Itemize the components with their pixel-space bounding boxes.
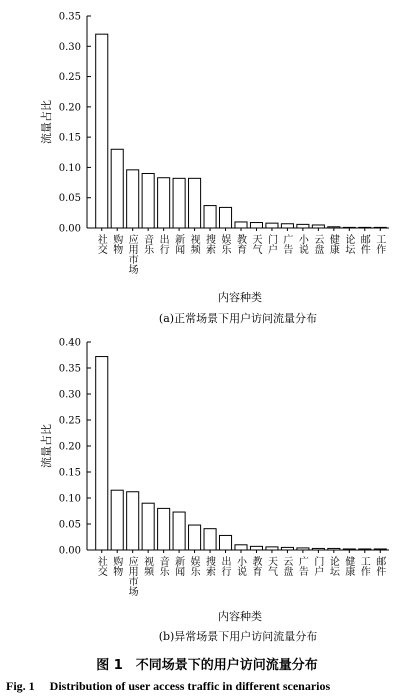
chart-panel-a	[39, 12, 389, 326]
y-tick-label: 0.15	[58, 132, 81, 144]
bar-广告	[297, 548, 309, 550]
bar-天气	[266, 547, 278, 550]
bar-娱乐	[189, 525, 201, 550]
x-tick-label: 广告	[283, 235, 294, 256]
x-tick-label: 门户	[267, 235, 278, 256]
y-tick-label: 0.35	[58, 11, 81, 23]
bar-门户	[312, 548, 324, 550]
x-tick-label: 搜索	[206, 235, 217, 256]
bar-天气	[250, 223, 262, 228]
bar-音乐	[142, 173, 154, 228]
x-tick-label: 音乐	[144, 235, 155, 256]
bar-社交	[96, 34, 108, 228]
y-tick-label: 0.10	[58, 493, 81, 505]
bar-出行	[158, 178, 170, 228]
x-tick-label: 教育	[237, 235, 247, 256]
subplot-caption: (b)异常场景下用户访问流量分布	[158, 630, 318, 643]
x-tick-label: 工作	[376, 235, 387, 256]
bar-视频	[189, 178, 201, 228]
figure-caption-en: Fig. 1 Distribution of user access traffic in different scenarios	[6, 679, 331, 693]
x-tick-label: 社交	[97, 557, 108, 578]
x-tick-label: 邮件	[376, 557, 387, 578]
x-tick-label: 音乐	[159, 557, 170, 578]
x-tick-label: 邮件	[360, 235, 371, 256]
chart-panel-b	[39, 338, 389, 644]
x-tick-label: 小说	[237, 557, 247, 578]
bar-小说	[235, 545, 247, 550]
bar-健康	[328, 227, 340, 228]
x-tick-label: 小说	[298, 235, 309, 256]
y-tick-label: 0.20	[58, 441, 81, 453]
x-tick-label: 娱乐	[190, 557, 201, 578]
x-axis-title: 内容种类	[218, 610, 262, 623]
y-tick-label: 0.25	[58, 415, 81, 427]
bar-云盘	[281, 547, 293, 550]
x-tick-label: 应用市场	[128, 557, 139, 598]
x-tick-label: 社交	[97, 235, 108, 256]
bar-工作	[359, 549, 371, 550]
bar-应用市场	[127, 170, 139, 228]
y-tick-label: 0.35	[58, 363, 81, 375]
bar-门户	[266, 223, 278, 228]
bar-购物	[111, 149, 123, 228]
x-tick-label: 云盘	[283, 557, 294, 578]
bar-搜索	[204, 529, 216, 550]
bar-邮件	[374, 549, 386, 550]
bar-论坛	[328, 548, 340, 550]
y-tick-label: 0.20	[58, 102, 81, 114]
bar-应用市场	[127, 492, 139, 550]
bar-广告	[281, 224, 293, 228]
x-tick-label: 出行	[159, 235, 170, 256]
x-tick-label: 视频	[190, 235, 201, 256]
x-tick-label: 搜索	[206, 557, 217, 578]
subplot-caption: (a)正常场景下用户访问流量分布	[158, 312, 318, 325]
x-tick-label: 购物	[113, 235, 124, 256]
x-tick-label: 教育	[252, 557, 263, 578]
bar-小说	[297, 224, 309, 228]
x-tick-label: 出行	[221, 557, 232, 578]
y-tick-label: 0.05	[58, 193, 81, 205]
bar-购物	[111, 490, 123, 550]
bar-论坛	[343, 227, 355, 228]
x-tick-label: 云盘	[314, 235, 325, 256]
bar-出行	[219, 535, 231, 550]
bar-云盘	[312, 225, 324, 228]
x-tick-label: 健康	[345, 557, 356, 578]
x-tick-label: 论坛	[345, 235, 356, 256]
x-axis-title: 内容种类	[218, 291, 262, 304]
x-tick-label: 购物	[113, 557, 124, 578]
y-axis-title: 流量占比	[40, 100, 53, 144]
x-tick-label: 应用市场	[128, 235, 139, 276]
x-tick-label: 门户	[314, 557, 325, 578]
x-tick-label: 论坛	[329, 557, 340, 578]
x-tick-label: 新闻	[175, 557, 186, 578]
y-tick-label: 0.15	[58, 467, 81, 479]
bar-健康	[343, 549, 355, 550]
x-tick-label: 健康	[329, 235, 340, 256]
bar-搜索	[204, 206, 216, 228]
bar-视频	[142, 503, 154, 550]
y-tick-label: 0.10	[58, 162, 81, 174]
bar-新闻	[173, 512, 185, 550]
x-tick-label: 娱乐	[221, 235, 232, 256]
y-axis-title: 流量占比	[40, 424, 53, 468]
x-tick-label: 视频	[144, 557, 155, 578]
x-tick-label: 新闻	[175, 235, 186, 256]
bar-教育	[250, 546, 262, 550]
bar-音乐	[158, 508, 170, 550]
y-tick-label: 0.30	[58, 41, 81, 53]
y-tick-label: 0.25	[58, 72, 81, 84]
x-tick-label: 广告	[298, 557, 309, 578]
bar-工作	[374, 227, 386, 228]
x-tick-label: 工作	[360, 557, 371, 578]
y-tick-label: 0.30	[58, 389, 81, 401]
bar-娱乐	[219, 207, 231, 228]
bar-邮件	[359, 227, 371, 228]
x-tick-label: 天气	[252, 235, 263, 256]
y-tick-label: 0.40	[58, 337, 81, 349]
figure-caption-cn: 图 1 不同场景下的用户访问流量分布	[96, 658, 318, 673]
bar-社交	[96, 357, 108, 550]
y-tick-label: 0.00	[58, 223, 81, 235]
bar-新闻	[173, 178, 185, 228]
bar-教育	[235, 222, 247, 228]
y-tick-label: 0.00	[58, 545, 81, 557]
x-tick-label: 天气	[267, 557, 278, 578]
y-tick-label: 0.05	[58, 519, 81, 531]
